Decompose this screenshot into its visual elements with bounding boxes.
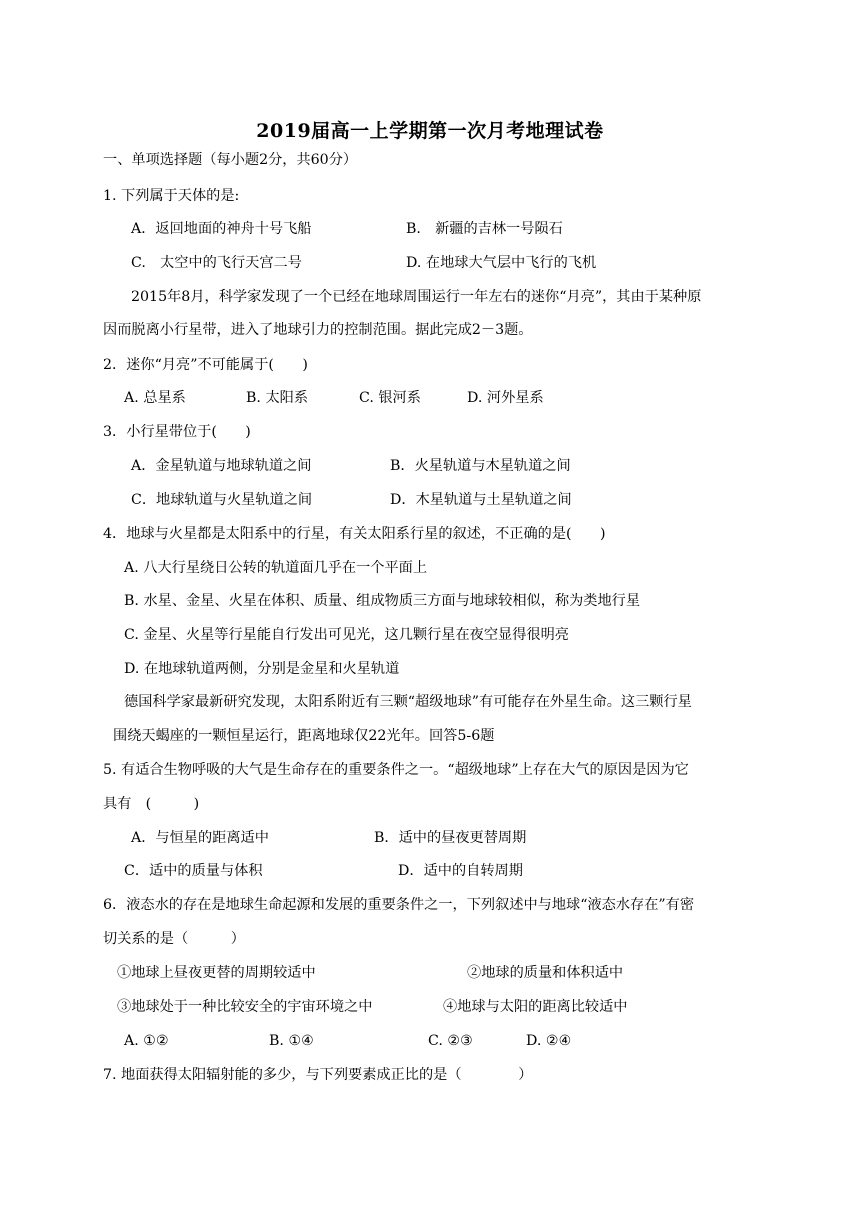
question-5-stem-line-2: 具有 ( ) — [103, 796, 200, 812]
question-3-option-a: A．金星轨道与地球轨道之间 — [131, 458, 312, 474]
question-1-option-c: C. 太空中的飞行天宫二号 — [131, 255, 302, 271]
question-3-option-c: C．地球轨道与火星轨道之间 — [131, 492, 313, 508]
question-6-option-c: C. ②③ — [428, 1033, 473, 1049]
question-6-statement-1: ①地球上昼夜更替的周期较适中 — [117, 965, 316, 981]
question-4-stem: 4．地球与火星都是太阳系中的行星，有关太阳系行星的叙述，不正确的是( ) — [103, 526, 606, 542]
question-6-statement-2: ②地球的质量和体积适中 — [467, 965, 624, 981]
question-5-option-d: D．适中的自转周期 — [398, 863, 523, 879]
question-7-stem: 7. 地面获得太阳辐射能的多少，与下列要素成正比的是（ ） — [103, 1067, 533, 1083]
question-3-option-d: D．木星轨道与土星轨道之间 — [390, 492, 572, 508]
question-4-option-b: B. 水星、金星、火星在体积、质量、组成物质三方面与地球较相似，称为类地行星 — [124, 593, 641, 609]
question-6-option-b: B. ①④ — [269, 1033, 314, 1049]
question-2-stem: 2．迷你“月亮”不可能属于( ) — [103, 357, 308, 373]
passage-1-line-1: 2015年8月，科学家发现了一个已经在地球周围运行一年左右的迷你“月亮”，其由于某种原 — [131, 289, 702, 305]
question-6-option-a: A. ①② — [124, 1033, 169, 1049]
question-6-stem-line-1: 6．液态水的存在是地球生命起源和发展的重要条件之一，下列叙述中与地球“液态水存在”有密 — [103, 897, 695, 913]
question-6-stem-line-2: 切关系的是（ ） — [103, 931, 245, 947]
passage-1-line-2: 因而脱离小行星带，进入了地球引力的控制范围。据此完成2－3题。 — [103, 322, 533, 338]
question-2-option-b: B. 太阳系 — [246, 390, 309, 406]
question-2-option-a: A. 总星系 — [124, 390, 186, 406]
question-3-stem: 3．小行星带位于( ) — [103, 424, 251, 440]
question-3-option-b: B．火星轨道与木星轨道之间 — [390, 458, 571, 474]
passage-2-line-1: 德国科学家最新研究发现，太阳系附近有三颗“超级地球”有可能存在外星生命。这三颗行星 — [124, 694, 692, 710]
question-5-option-a: A．与恒星的距离适中 — [131, 830, 269, 846]
passage-2-line-2: 围绕天蝎座的一颗恒星运行，距离地球仅22光年。回答5-6题 — [113, 728, 495, 744]
question-5-option-c: C．适中的质量与体积 — [124, 863, 263, 879]
question-1-stem: 1. 下列属于天体的是: — [103, 188, 240, 204]
question-6-statement-3: ③地球处于一种比较安全的宇宙环境之中 — [117, 999, 373, 1015]
question-4-option-d: D. 在地球轨道两侧，分别是金星和火星轨道 — [124, 661, 400, 677]
question-1-option-a: A．返回地面的神舟十号飞船 — [131, 221, 312, 237]
question-4-option-c: C. 金星、火星等行星能自行发出可见光，这几颗行星在夜空显得很明亮 — [124, 627, 569, 643]
question-5-option-b: B．适中的昼夜更替周期 — [374, 830, 527, 846]
question-2-option-c: C. 银河系 — [359, 390, 421, 406]
question-6-option-d: D. ②④ — [526, 1033, 572, 1049]
page-title: 2019届高一上学期第一次月考地理试卷 — [256, 120, 604, 142]
question-1-option-b: B. 新疆的吉林一号陨石 — [406, 221, 563, 237]
section-heading: 一、单项选择题（每小题2分，共60分） — [103, 152, 358, 168]
question-2-option-d: D. 河外星系 — [467, 390, 544, 406]
question-5-stem-line-1: 5. 有适合生物呼吸的大气是生命存在的重要条件之一。“超级地球”上存在大气的原因是因为它 — [103, 762, 689, 778]
question-1-option-d: D. 在地球大气层中飞行的飞机 — [406, 255, 597, 271]
question-4-option-a: A. 八大行星绕日公转的轨道面几乎在一个平面上 — [124, 560, 428, 576]
question-6-statement-4: ④地球与太阳的距离比较适中 — [443, 999, 628, 1015]
